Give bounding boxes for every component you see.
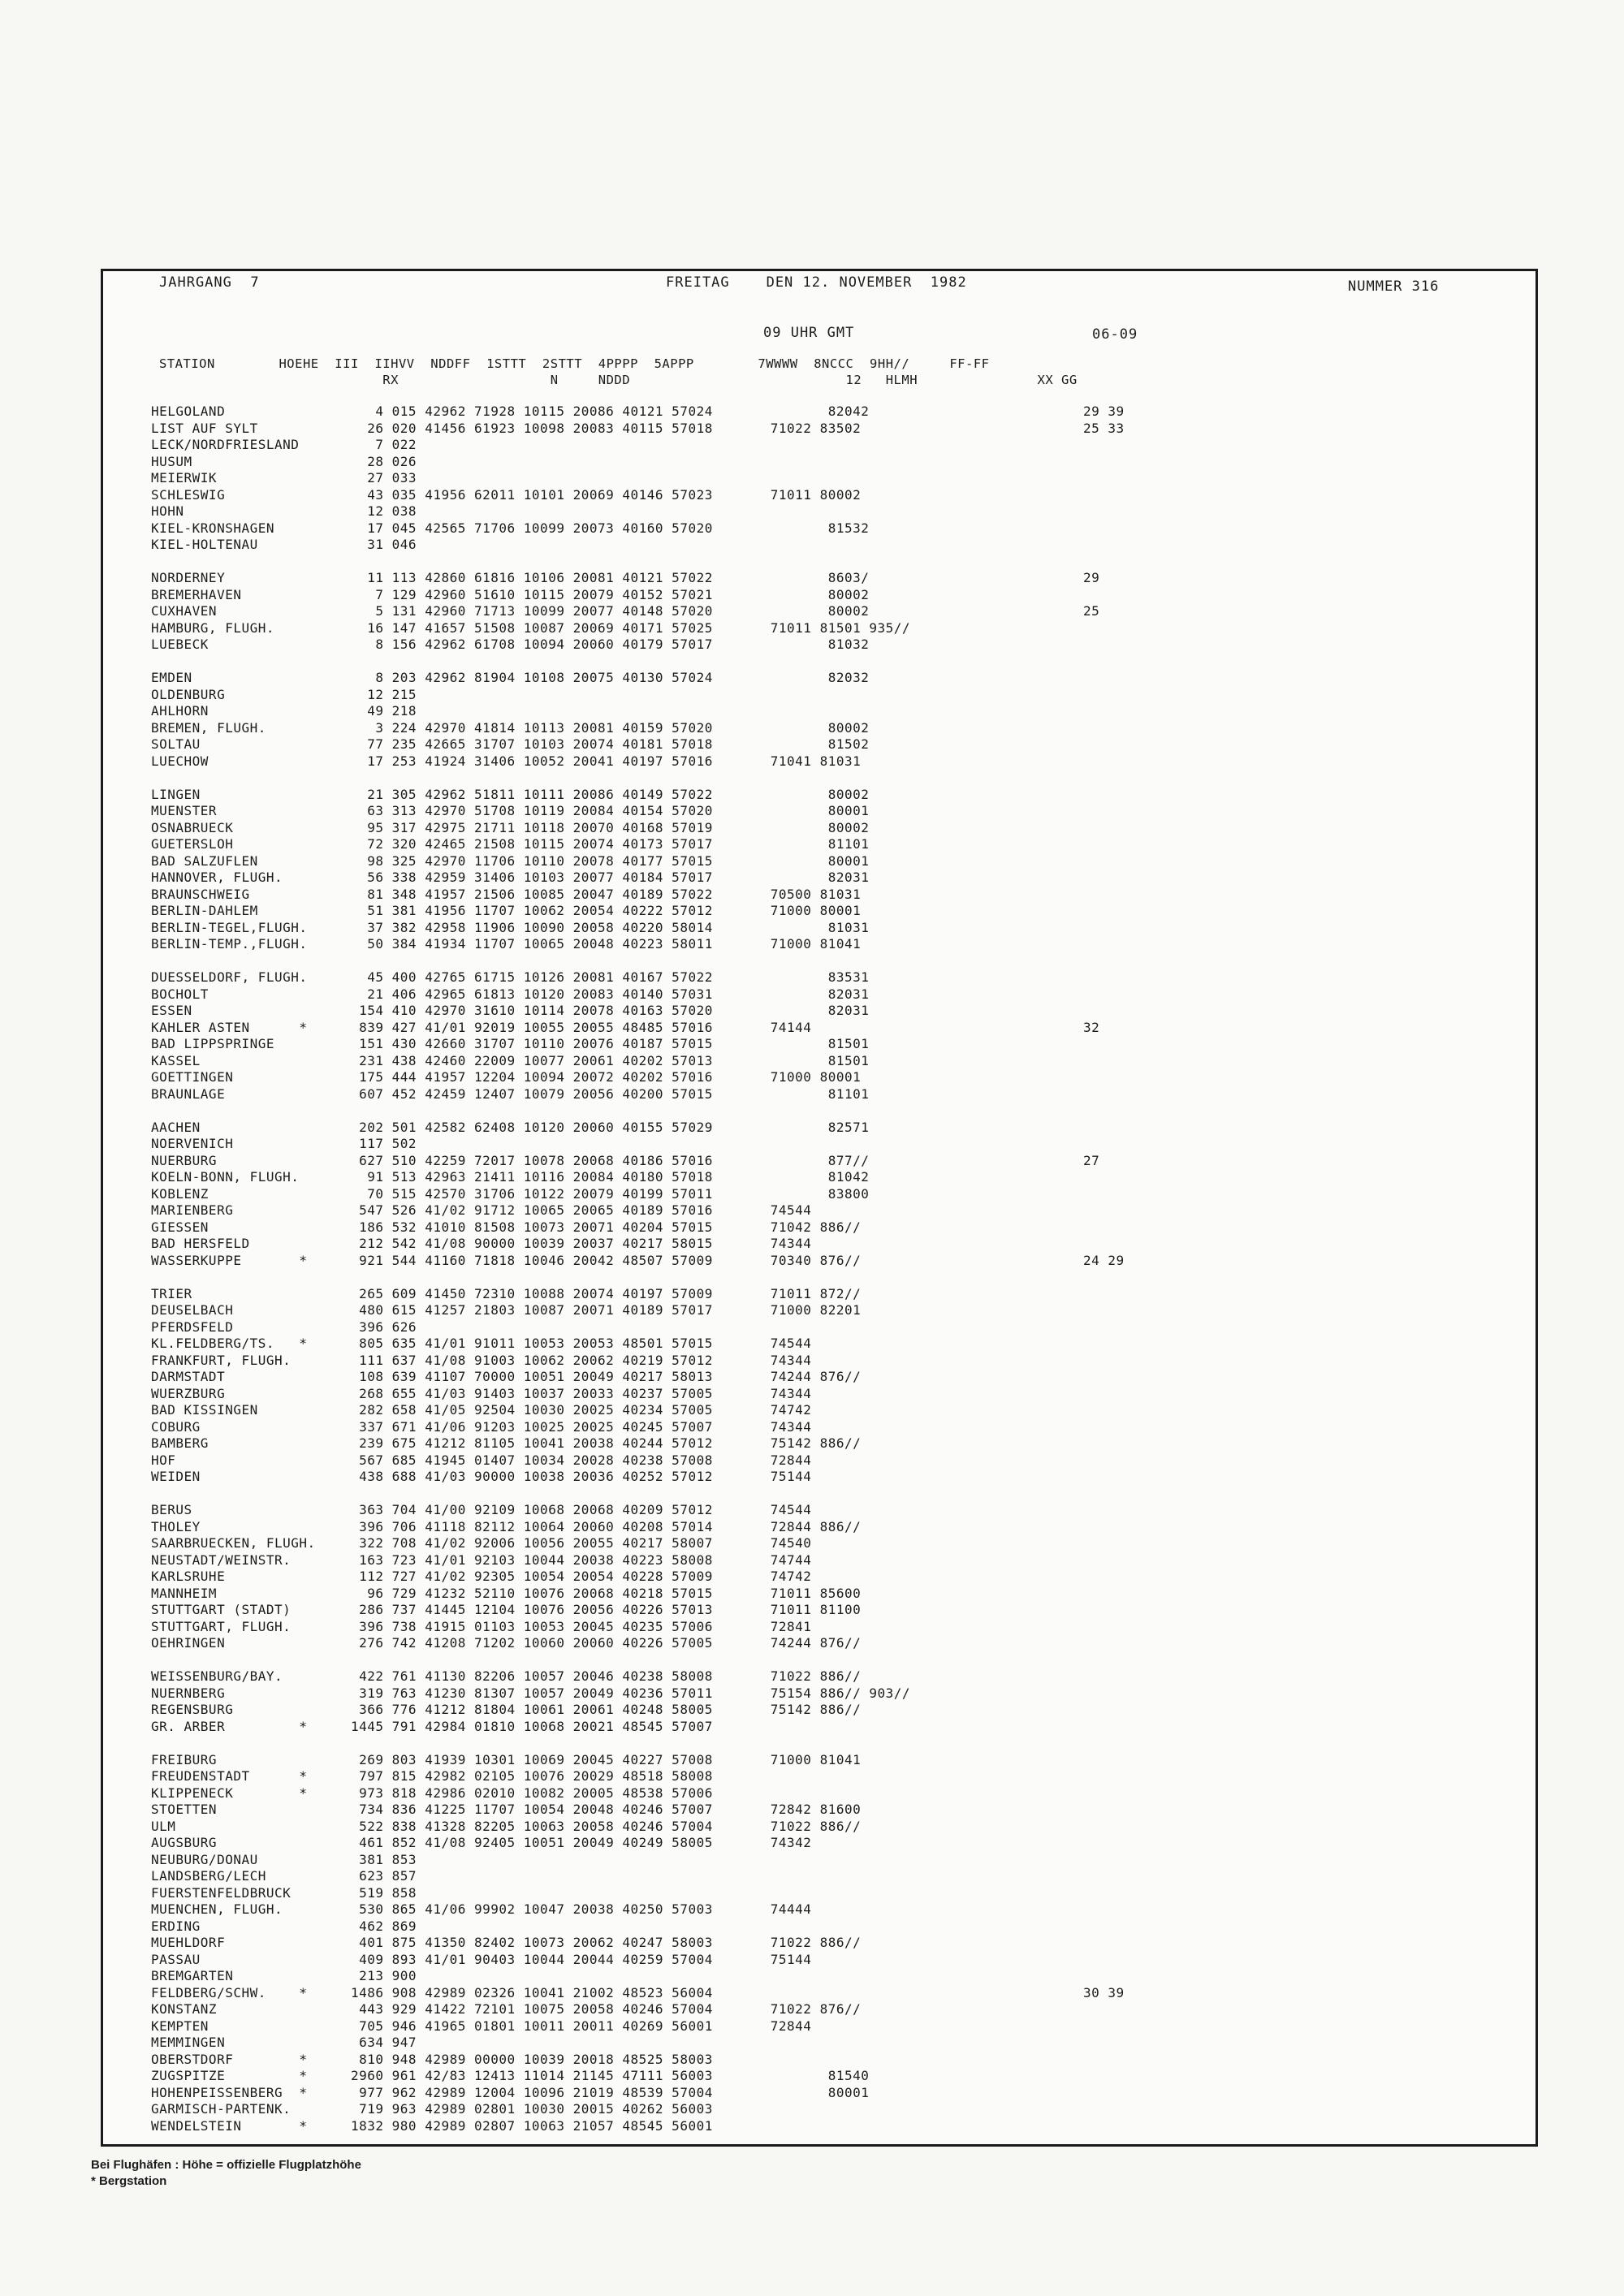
station-values: 51 381 41956 11707 10062 20054 40222 57012 71000 80001 [351, 903, 862, 918]
station-name: WASSERKUPPE * [151, 1253, 308, 1268]
station-name: KEMPTEN [151, 2018, 209, 2034]
station-name: GOETTINGEN [151, 1069, 234, 1085]
station-name: EMDEN [151, 670, 192, 685]
station-name: STUTTGART (STADT) [151, 1602, 292, 1617]
column-header-row-1: STATION HOEHE III IIHVV NDDFF 1STTT 2STTT 4PPPP 5APPP 7WWWW 8NCCC 9HH// FF-FF [159, 356, 990, 371]
station-values: 26 020 41456 61923 10098 20083 40115 57018 71022 83502 [351, 421, 862, 436]
station-name: KIEL-KRONSHAGEN [151, 520, 274, 536]
station-values: 91 513 42963 21411 10116 20084 40180 57018 81042 [351, 1169, 870, 1185]
station-values: 151 430 42660 31707 10110 20076 40187 57015 81501 [351, 1036, 870, 1051]
station-values: 7 022 [351, 437, 417, 452]
station-name: MARIENBERG [151, 1202, 234, 1218]
station-name: MUENCHEN, FLUGH. [151, 1901, 283, 1917]
station-values: 163 723 41/01 92103 10044 20038 40223 58008 74744 [351, 1552, 812, 1568]
station-name: KARLSRUHE [151, 1569, 226, 1584]
station-values: 401 875 41350 82402 10073 20062 40247 58003 71022 886// [351, 1935, 862, 1950]
station-values: 443 929 41422 72101 10075 20058 40246 57004 71022 876// [351, 2001, 862, 2017]
station-values: 286 737 41445 12104 10076 20056 40226 57013 71011 81100 [351, 1602, 862, 1617]
station-name: FUERSTENFELDBRUCK [151, 1885, 292, 1901]
station-values: 461 852 41/08 92405 10051 20049 40249 58005 74342 [351, 1835, 812, 1850]
station-values: 5 131 42960 71713 10099 20077 40148 57020 80002 [351, 603, 870, 619]
station-name: WENDELSTEIN * [151, 2118, 308, 2134]
station-wind-gust: 30 39 [1083, 1985, 1125, 2000]
station-name: KLIPPENECK * [151, 1785, 308, 1801]
station-name: LINGEN [151, 787, 201, 802]
station-name: MUENSTER [151, 803, 218, 818]
station-values: 2960 961 42/83 12413 11014 21145 47111 56003 81540 [351, 2068, 870, 2083]
station-name: NOERVENICH [151, 1136, 234, 1151]
station-name: GUETERSLOH [151, 836, 234, 852]
station-values: 4 015 42962 71928 10115 20086 40121 57024 82042 [351, 404, 870, 419]
station-values: 363 704 41/00 92109 10068 20068 40209 57012 74544 [351, 1502, 812, 1517]
station-wind-gust: 25 [1083, 603, 1100, 619]
station-values: 3 224 42970 41814 10113 20081 40159 57020 80002 [351, 720, 870, 736]
station-name: HUSUM [151, 454, 192, 469]
station-name: BREMERHAVEN [151, 587, 242, 602]
station-wind-gust: 29 [1083, 570, 1100, 585]
station-values: 202 501 42582 62408 10120 20060 40155 57029 82571 [351, 1120, 870, 1135]
station-values: 16 147 41657 51508 10087 20069 40171 57025 71011 81501 935// [351, 620, 911, 636]
station-values: 45 400 42765 61715 10126 20081 40167 57022 83531 [351, 969, 870, 985]
station-name: AUGSBURG [151, 1835, 218, 1850]
station-name: HELGOLAND [151, 404, 226, 419]
station-values: 28 026 [351, 454, 417, 469]
station-wind-gust: 24 29 [1083, 1253, 1125, 1268]
station-name: DEUSELBACH [151, 1302, 234, 1318]
station-name: NEUSTADT/WEINSTR. [151, 1552, 292, 1568]
station-values: 50 384 41934 11707 10065 20048 40223 58011 71000 81041 [351, 936, 862, 952]
station-values: 43 035 41956 62011 10101 20069 40146 57023 71011 80002 [351, 487, 862, 503]
station-name: AHLHORN [151, 703, 209, 719]
station-values: 27 033 [351, 470, 417, 486]
station-values: 462 869 [351, 1918, 417, 1934]
station-wind-gust: 25 33 [1083, 421, 1125, 436]
station-values: 381 853 [351, 1852, 417, 1867]
station-values: 11 113 42860 61816 10106 20081 40121 57022 8603/ [351, 570, 870, 585]
station-values: 186 532 41010 81508 10073 20071 40204 57015 71042 886// [351, 1219, 862, 1235]
station-name: WEIDEN [151, 1469, 201, 1484]
station-values: 627 510 42259 72017 10078 20068 40186 57016 877// [351, 1153, 870, 1168]
station-name: OSNABRUECK [151, 820, 234, 835]
station-values: 522 838 41328 82205 10063 20058 40246 57004 71022 886// [351, 1819, 862, 1834]
station-name: FREIBURG [151, 1752, 218, 1767]
station-values: 519 858 [351, 1885, 417, 1901]
station-name: ERDING [151, 1918, 201, 1934]
station-values: 8 203 42962 81904 10108 20075 40130 57024 82032 [351, 670, 870, 685]
station-values: 1445 791 42984 01810 10068 20021 48545 57007 [351, 1719, 713, 1734]
station-values: 839 427 41/01 92019 10055 20055 48485 57016 74144 [351, 1020, 812, 1035]
report-frame [101, 269, 1538, 2147]
station-name: BERLIN-TEGEL,FLUGH. [151, 920, 308, 935]
station-values: 547 526 41/02 91712 10065 20065 40189 57016 74544 [351, 1202, 812, 1218]
station-values: 396 738 41915 01103 10053 20045 40235 57006 72841 [351, 1619, 812, 1634]
station-values: 81 348 41957 21506 10085 20047 40189 57022 70500 81031 [351, 887, 862, 902]
station-values: 409 893 41/01 90403 10044 20044 40259 57004 75144 [351, 1952, 812, 1967]
station-values: 276 742 41208 71202 10060 20060 40226 57005 74244 876// [351, 1635, 862, 1651]
station-name: BAMBERG [151, 1435, 209, 1451]
station-values: 17 045 42565 71706 10099 20073 40160 57020 81532 [351, 520, 870, 536]
station-name: MUEHLDORF [151, 1935, 226, 1950]
footer-note-airports: Bei Flughäfen : Höhe = offizielle Flugplatzhöhe [91, 2158, 361, 2172]
station-name: WUERZBURG [151, 1386, 226, 1401]
station-values: 268 655 41/03 91403 10037 20033 40237 57005 74344 [351, 1386, 812, 1401]
station-name: SOLTAU [151, 736, 201, 752]
station-name: HOHENPEISSENBERG * [151, 2085, 308, 2100]
station-values: 607 452 42459 12407 10079 20056 40200 57015 81101 [351, 1086, 870, 1102]
station-name: KOELN-BONN, FLUGH. [151, 1169, 300, 1185]
station-name: DARMSTADT [151, 1369, 226, 1384]
station-name: HOF [151, 1452, 176, 1468]
station-name: STUTTGART, FLUGH. [151, 1619, 292, 1634]
station-name: BERLIN-DAHLEM [151, 903, 258, 918]
station-values: 269 803 41939 10301 10069 20045 40227 57008 71000 81041 [351, 1752, 862, 1767]
station-name: HANNOVER, FLUGH. [151, 870, 283, 885]
station-values: 12 038 [351, 503, 417, 519]
station-name: BOCHOLT [151, 986, 209, 1002]
station-name: BREMEN, FLUGH. [151, 720, 266, 736]
station-name: THOLEY [151, 1519, 201, 1534]
station-name: OEHRINGEN [151, 1635, 226, 1651]
station-name: NUERNBERG [151, 1685, 226, 1701]
station-values: 21 406 42965 61813 10120 20083 40140 57031 82031 [351, 986, 870, 1002]
station-values: 396 626 [351, 1319, 417, 1335]
station-values: 7 129 42960 51610 10115 20079 40152 57021 80002 [351, 587, 870, 602]
station-values: 49 218 [351, 703, 417, 719]
station-values: 634 947 [351, 2035, 417, 2050]
station-values: 112 727 41/02 92305 10054 20054 40228 57009 74742 [351, 1569, 812, 1584]
station-name: PASSAU [151, 1952, 201, 1967]
station-values: 422 761 41130 82206 10057 20046 40238 58008 71022 886// [351, 1668, 862, 1684]
station-name: PFERDSFELD [151, 1319, 234, 1335]
station-values: 117 502 [351, 1136, 417, 1151]
station-name: COBURG [151, 1419, 201, 1435]
station-name: BRAUNLAGE [151, 1086, 226, 1102]
station-name: BAD LIPPSPRINGE [151, 1036, 274, 1051]
station-values: 12 215 [351, 687, 417, 702]
station-name: BERUS [151, 1502, 192, 1517]
station-name: BERLIN-TEMP.,FLUGH. [151, 936, 308, 952]
station-values: 63 313 42970 51708 10119 20084 40154 57020 80001 [351, 803, 870, 818]
station-name: LUEBECK [151, 637, 209, 652]
station-name: GR. ARBER * [151, 1719, 308, 1734]
station-name: BAD HERSFELD [151, 1236, 250, 1251]
station-values: 37 382 42958 11906 10090 20058 40220 58014 81031 [351, 920, 870, 935]
station-values: 212 542 41/08 90000 10039 20037 40217 58015 74344 [351, 1236, 812, 1251]
station-name: BAD SALZUFLEN [151, 853, 258, 869]
station-values: 154 410 42970 31610 10114 20078 40163 57020 82031 [351, 1003, 870, 1018]
station-name: LECK/NORDFRIESLAND [151, 437, 300, 452]
station-name: REGENSBURG [151, 1702, 234, 1717]
station-values: 239 675 41212 81105 10041 20038 40244 57012 75142 886// [351, 1435, 862, 1451]
station-values: 322 708 41/02 92006 10056 20055 40217 58007 74540 [351, 1535, 812, 1551]
footer-note-mountain-station: * Bergstation [91, 2174, 167, 2188]
station-values: 21 305 42962 51811 10111 20086 40149 57022 80002 [351, 787, 870, 802]
station-values: 705 946 41965 01801 10011 20011 40269 56001 72844 [351, 2018, 812, 2034]
station-name: MEIERWIK [151, 470, 218, 486]
station-values: 973 818 42986 02010 10082 20005 48538 57006 [351, 1785, 713, 1801]
station-wind-gust: 29 39 [1083, 404, 1125, 419]
station-values: 265 609 41450 72310 10088 20074 40197 57009 71011 872// [351, 1286, 862, 1301]
station-values: 56 338 42959 31406 10103 20077 40184 57017 82031 [351, 870, 870, 885]
station-name: GARMISCH-PARTENK. [151, 2101, 292, 2117]
station-name: BREMGARTEN [151, 1968, 234, 1983]
station-name: STOETTEN [151, 1802, 218, 1817]
station-values: 111 637 41/08 91003 10062 20062 40219 57012 74344 [351, 1353, 812, 1368]
station-name: ESSEN [151, 1003, 192, 1018]
station-values: 175 444 41957 12204 10094 20072 40202 57016 71000 80001 [351, 1069, 862, 1085]
station-name: TRIER [151, 1286, 192, 1301]
station-values: 921 544 41160 71818 10046 20042 48507 57009 70340 876// [351, 1253, 862, 1268]
station-name: KONSTANZ [151, 2001, 218, 2017]
station-values: 977 962 42989 12004 10096 21019 48539 57004 80001 [351, 2085, 870, 2100]
observation-time-right: 06-09 [1092, 326, 1138, 343]
station-wind-gust: 27 [1083, 1153, 1100, 1168]
station-name: ZUGSPITZE * [151, 2068, 308, 2083]
station-name: FELDBERG/SCHW. * [151, 1985, 308, 2000]
station-values: 438 688 41/03 90000 10038 20036 40252 57012 75144 [351, 1469, 812, 1484]
station-values: 72 320 42465 21508 10115 20074 40173 57017 81101 [351, 836, 870, 852]
station-values: 366 776 41212 81804 10061 20061 40248 58005 75142 886// [351, 1702, 862, 1717]
station-values: 98 325 42970 11706 10110 20078 40177 57015 80001 [351, 853, 870, 869]
column-header-row-2: RX N NDDD 12 HLMH XX GG [159, 373, 1078, 387]
station-name: GIESSEN [151, 1219, 209, 1235]
station-values: 734 836 41225 11707 10054 20048 40246 57007 72842 81600 [351, 1802, 862, 1817]
date-label: FREITAG DEN 12. NOVEMBER 1982 [666, 274, 967, 291]
station-name: HOHN [151, 503, 184, 519]
station-name: LIST AUF SYLT [151, 421, 258, 436]
station-values: 231 438 42460 22009 10077 20061 40202 57013 81501 [351, 1053, 870, 1068]
station-values: 1832 980 42989 02807 10063 21057 48545 56001 [351, 2118, 713, 2134]
station-values: 623 857 [351, 1868, 417, 1884]
station-values: 805 635 41/01 91011 10053 20053 48501 57015 74544 [351, 1336, 812, 1351]
station-values: 282 658 41/05 92504 10030 20025 40234 57005 74742 [351, 1402, 812, 1418]
station-values: 480 615 41257 21803 10087 20071 40189 57017 71000 82201 [351, 1302, 862, 1318]
station-values: 1486 908 42989 02326 10041 21002 48523 56004 [351, 1985, 713, 2000]
volume-label: JAHRGANG 7 [159, 274, 260, 291]
station-values: 108 639 41107 70000 10051 20049 40217 58013 74244 876// [351, 1369, 862, 1384]
station-name: AACHEN [151, 1120, 201, 1135]
station-values: 319 763 41230 81307 10057 20049 40236 57011 75154 886// 903// [351, 1685, 911, 1701]
station-values: 77 235 42665 31707 10103 20074 40181 57018 81502 [351, 736, 870, 752]
observation-time: 09 UHR GMT [763, 325, 855, 341]
station-values: 31 046 [351, 537, 417, 552]
station-values: 213 900 [351, 1968, 417, 1983]
station-name: OBERSTDORF * [151, 2052, 308, 2067]
station-values: 17 253 41924 31406 10052 20041 40197 57016 71041 81031 [351, 753, 862, 769]
station-name: KOBLENZ [151, 1186, 209, 1202]
station-name: OLDENBURG [151, 687, 226, 702]
station-name: LUECHOW [151, 753, 209, 769]
station-name: FREUDENSTADT * [151, 1768, 308, 1784]
station-values: 567 685 41945 01407 10034 20028 40238 57008 72844 [351, 1452, 812, 1468]
station-name: KASSEL [151, 1053, 201, 1068]
issue-number: NUMMER 316 [1348, 278, 1440, 295]
station-name: SCHLESWIG [151, 487, 226, 503]
station-values: 96 729 41232 52110 10076 20068 40218 57015 71011 85600 [351, 1586, 862, 1601]
station-name: MEMMINGEN [151, 2035, 226, 2050]
station-values: 797 815 42982 02105 10076 20029 48518 58008 [351, 1768, 713, 1784]
station-name: KL.FELDBERG/TS. * [151, 1336, 308, 1351]
station-values: 95 317 42975 21711 10118 20070 40168 57019 80002 [351, 820, 870, 835]
station-values: 530 865 41/06 99902 10047 20038 40250 57003 74444 [351, 1901, 812, 1917]
station-name: NORDERNEY [151, 570, 226, 585]
station-values: 719 963 42989 02801 10030 20015 40262 56003 [351, 2101, 713, 2117]
station-name: CUXHAVEN [151, 603, 218, 619]
station-name: BRAUNSCHWEIG [151, 887, 250, 902]
station-name: ULM [151, 1819, 176, 1834]
station-name: SAARBRUECKEN, FLUGH. [151, 1535, 316, 1551]
station-values: 337 671 41/06 91203 10025 20025 40245 57007 74344 [351, 1419, 812, 1435]
station-values: 8 156 42962 61708 10094 20060 40179 57017 81032 [351, 637, 870, 652]
station-name: LANDSBERG/LECH [151, 1868, 266, 1884]
station-name: KAHLER ASTEN * [151, 1020, 308, 1035]
station-name: WEISSENBURG/BAY. [151, 1668, 283, 1684]
station-name: MANNHEIM [151, 1586, 218, 1601]
station-values: 70 515 42570 31706 10122 20079 40199 57011 83800 [351, 1186, 870, 1202]
station-name: KIEL-HOLTENAU [151, 537, 258, 552]
station-name: FRANKFURT, FLUGH. [151, 1353, 292, 1368]
station-wind-gust: 32 [1083, 1020, 1100, 1035]
station-name: NEUBURG/DONAU [151, 1852, 258, 1867]
station-name: BAD KISSINGEN [151, 1402, 258, 1418]
station-name: NUERBURG [151, 1153, 218, 1168]
station-name: HAMBURG, FLUGH. [151, 620, 274, 636]
station-values: 810 948 42989 00000 10039 20018 48525 58003 [351, 2052, 713, 2067]
station-name: DUESSELDORF, FLUGH. [151, 969, 308, 985]
station-values: 396 706 41118 82112 10064 20060 40208 57014 72844 886// [351, 1519, 862, 1534]
